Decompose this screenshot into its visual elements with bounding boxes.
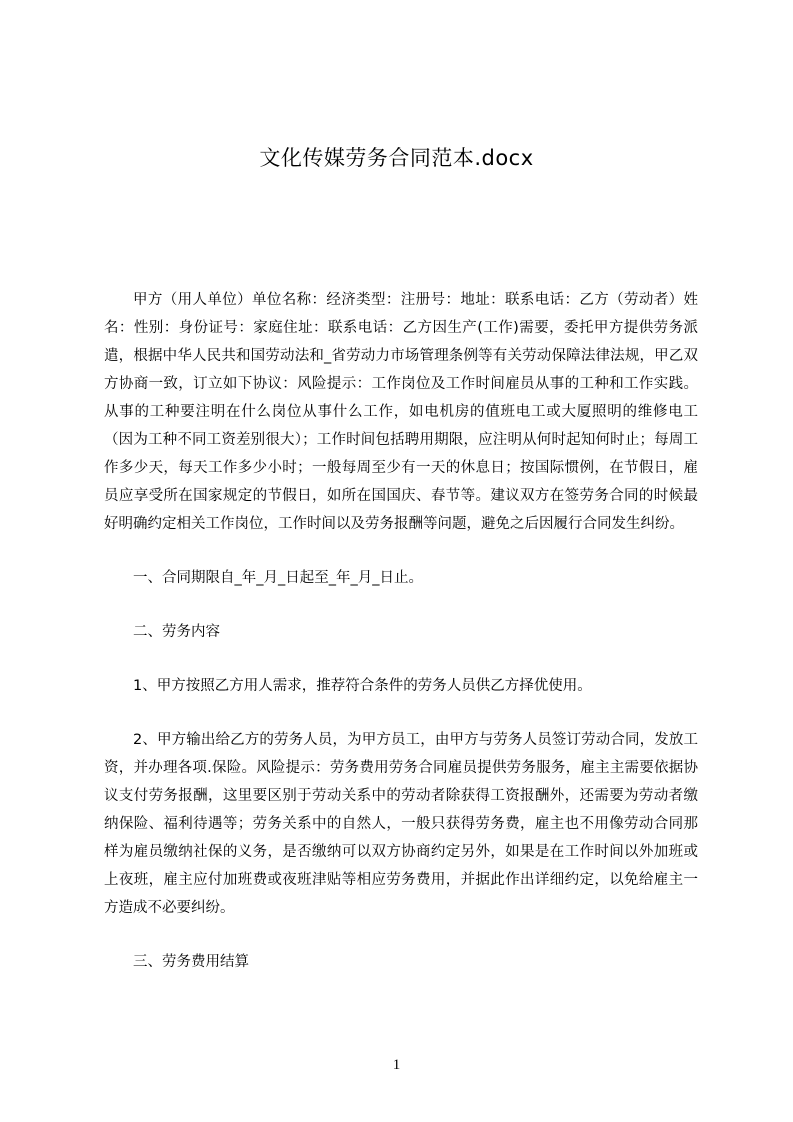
document-body [104, 286, 698, 976]
contract-term-clause: 一、合同期限自_年_月_日起至_年_月_日止。 [133, 570, 423, 586]
section-heading-service-content: 二、劳务内容 [133, 624, 220, 640]
section-heading-fee-settlement: 三、劳务费用结算 [133, 954, 249, 970]
document-title: 文化传媒劳务合同范本.docx [259, 146, 534, 170]
clause-1: 1、甲方按照乙方用人需求，推荐符合条件的劳务人员供乙方择优使用。 [133, 678, 592, 694]
preamble-paragraph: 甲方（用人单位）单位名称：经济类型：注册号：地址：联系电话：乙方（劳动者）姓名：性别：身份证号：家庭住址：联系电话：乙方因生产(工作)需要，委托甲方提供劳务派遣，根据中华人民共和国劳动法和_省劳动力市场管理条例等有关劳动保障法律法规，甲乙双方协商一致，订立如下协议：风险提示：工作岗位及工作时间雇员从事的工种和工作实践。从事的工种要注明在什么岗位从事什么工作，如电机房的值班电工或大厦照明的维修电工（因为工种不同工资差别很大）；工作时间包括聘用期限，应注明从何时起知何时止；每周工作多少天，每天工作多少小时；一般每周至少有一天的休息日；按国际惯例，在节假日，雇员应享受所在国家规定的节假日，如所在国国庆、春节等。建议双方在签劳务合同的时候最好明确约定相关工作岗位，工作时间以及劳务报酬等问题，避免之后因履行合同发生纠纷。 [104, 292, 698, 532]
page-number: 1 [392, 1057, 401, 1073]
clause-2: 2、甲方输出给乙方的劳务人员，为甲方员工，由甲方与劳务人员签订劳动合同，发放工资，并办理各项.保险。风险提示：劳务费用劳务合同雇员提供劳务服务，雇主主需要依据协议支付劳务报酬，这里要区别于劳动关系中的劳动者除获得工资报酬外，还需要为劳动者缴纳保险、福利待遇等；劳务关系中的自然人，一般只获得劳务费，雇主也不用像劳动合同那样为雇员缴纳社保的义务，是否缴纳可以双方协商约定另外，如果是在工作时间以外加班或上夜班，雇主应付加班费或夜班津贴等相应劳务费用，并据此作出详细约定，以免给雇主一方造成不必要纠纷。 [104, 732, 698, 916]
